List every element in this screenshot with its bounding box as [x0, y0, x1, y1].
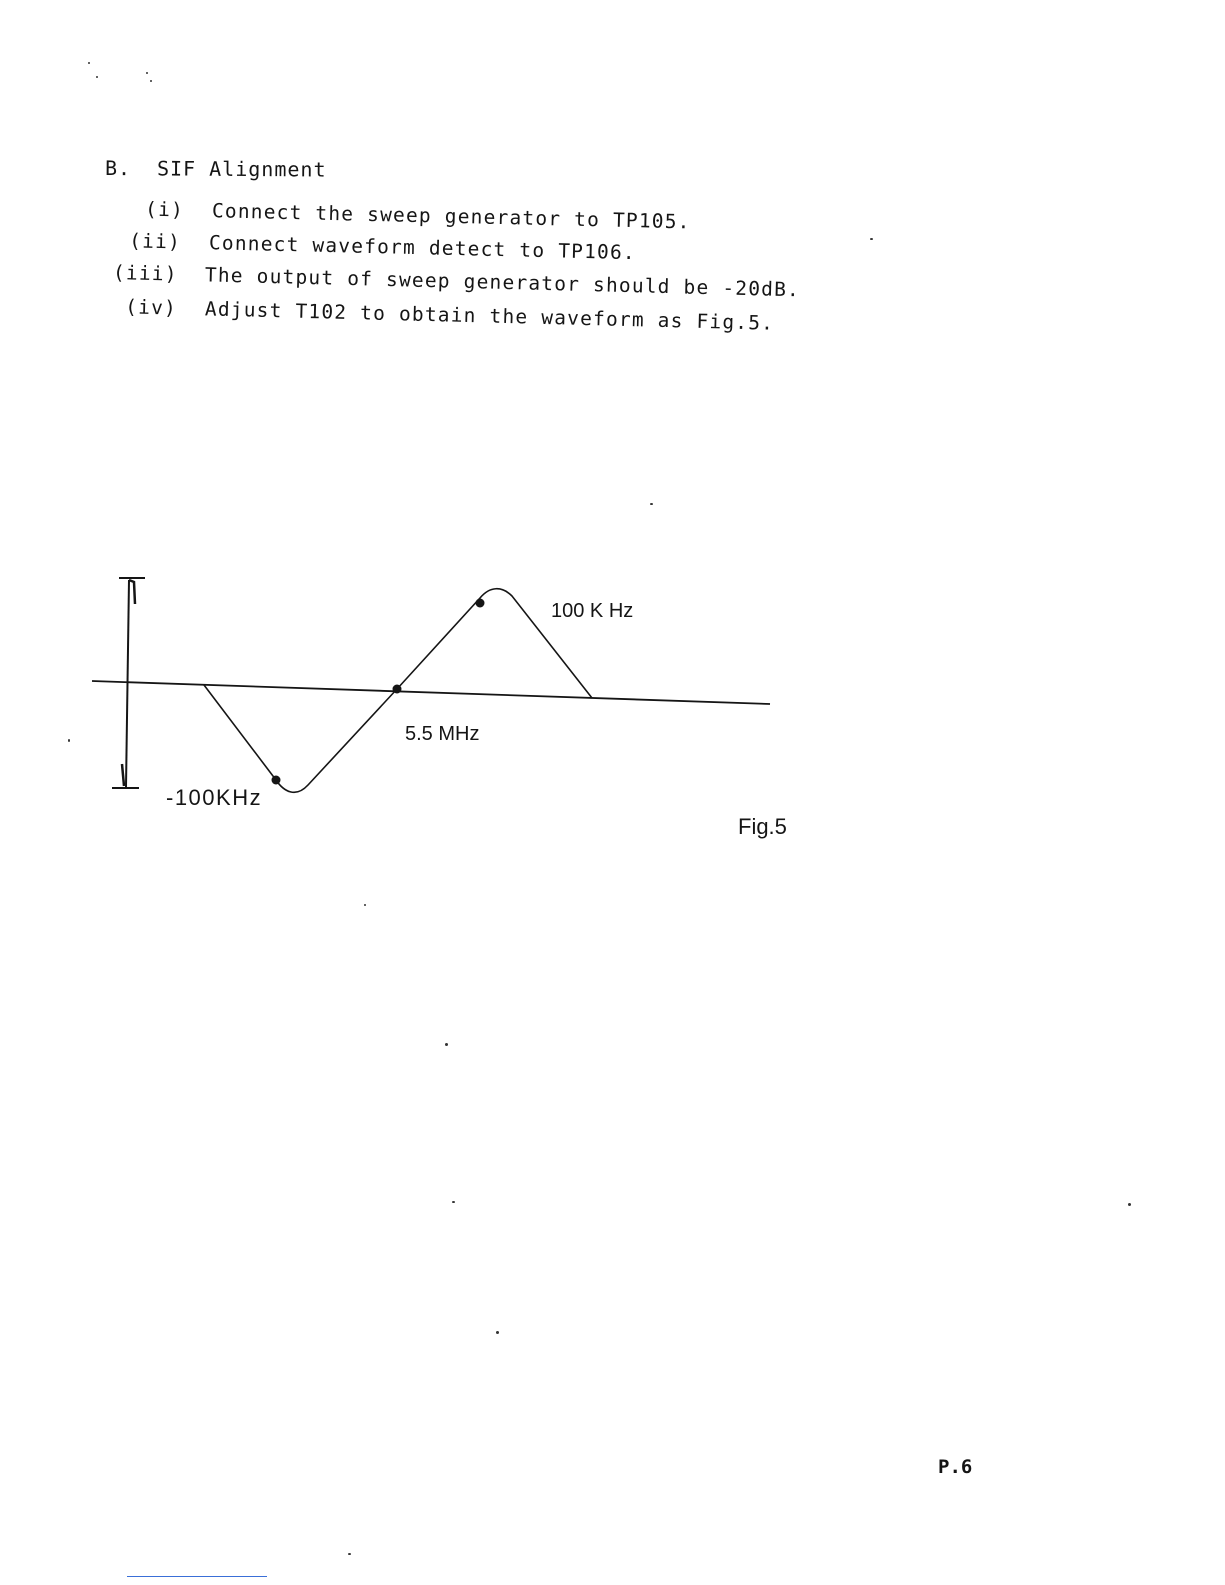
baseline-axis: [92, 681, 770, 704]
step-item: [120, 197, 691, 233]
scan-speck: [870, 238, 873, 240]
scan-speck: [496, 1331, 499, 1334]
step-number: (iv): [124, 295, 178, 320]
step-item: [113, 295, 775, 335]
scan-speck: [88, 62, 90, 64]
section-letter: B.: [104, 156, 132, 181]
step-text: Adjust T102 to obtain the waveform as Fig.5.: [204, 297, 775, 335]
scan-speck: [146, 72, 148, 74]
step-text: Connect the sweep generator to TP105.: [211, 199, 691, 234]
label-center-frequency: 5.5 MHz: [405, 723, 480, 745]
step-number: (iii): [112, 261, 178, 286]
page-number: P.6: [938, 1456, 973, 1478]
amplitude-top-serif: [129, 580, 135, 604]
section-heading: [105, 156, 327, 182]
marker-dot-high: [476, 599, 485, 608]
marker-dot-low: [272, 776, 281, 785]
scan-speck: [348, 1553, 351, 1555]
scan-speck: [68, 739, 70, 742]
scan-speck: [150, 80, 152, 82]
step-text: The output of sweep generator should be -20dB.: [204, 263, 801, 302]
label-low-frequency: -100KHz: [166, 785, 263, 810]
scan-speck: [452, 1201, 455, 1203]
marker-dot-center: [393, 685, 402, 694]
amplitude-bottom-serif: [122, 764, 124, 786]
section-title: SIF Alignment: [156, 156, 327, 182]
step-text: Connect waveform detect to TP106.: [208, 231, 637, 265]
scan-speck: [445, 1043, 448, 1046]
step-number: (i): [144, 197, 185, 222]
figure-caption: Fig.5: [738, 814, 787, 839]
s-curve-waveform: [204, 589, 592, 793]
scan-speck: [364, 904, 366, 906]
bottom-edge-line: [127, 1576, 267, 1577]
step-item: [113, 261, 801, 301]
amplitude-marker: [112, 578, 145, 788]
amplitude-line: [126, 580, 129, 787]
scan-speck: [1128, 1203, 1131, 1206]
step-item: [117, 229, 636, 264]
scan-speck: [96, 76, 98, 78]
step-number: (ii): [128, 229, 182, 254]
scan-speck: [650, 503, 653, 505]
label-high-frequency: 100 K Hz: [551, 600, 634, 622]
